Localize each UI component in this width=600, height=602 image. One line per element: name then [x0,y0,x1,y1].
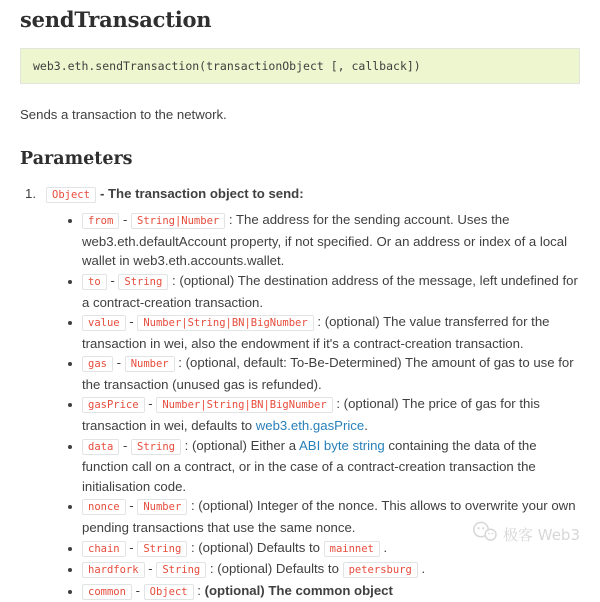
watermark-text: 极客 Web3 [502,525,580,544]
inline-code-chip: Object [144,584,194,600]
inline-code-chip: data [82,439,119,455]
param-text: containing the data of the function call on a contract, or in the case of a contract-creation transaction the initialisation code. [82,437,537,494]
inline-code-chip: Object [46,187,96,203]
param-text: - [144,396,157,412]
param-item [82,559,580,581]
param-text: : (optional) The destination address of the message, left undefined for a contract-creation transaction. [82,272,578,310]
code-block [20,48,580,84]
param-item [82,394,580,435]
param-text: : [193,582,205,598]
param-text: : (optional) Either a [180,437,299,453]
param-item [82,581,580,602]
param-text: : (optional) Defaults to [206,561,343,577]
param-text: - [112,355,125,371]
inline-code-chip: Number [137,499,187,515]
inline-code-chip: String [131,439,181,455]
inline-code-chip: String [156,562,206,578]
param-text: : (optional) The price of gas for this transaction in wei, defaults to [82,396,540,434]
inline-code-chip: Number|String|BN|BigNumber [156,397,332,413]
param-object-label: - The transaction object to send: [99,186,304,202]
inline-code-chip: gas [82,356,113,372]
inline-code-chip: petersburg [343,562,418,578]
param-text: : (optional) Integer of the nonce. This allows to overwrite your own pending transactions that use the same nonce. [82,498,576,536]
param-text: - [125,498,138,514]
param-text: . [417,561,426,577]
param-text: - [119,437,132,453]
inline-code-chip: mainnet [324,541,380,557]
param-item [82,312,580,353]
inline-code-chip: String|Number [131,213,225,229]
param-text: (optional) The common object [204,582,393,598]
param-text: - [119,212,132,228]
inline-code-chip: to [82,274,107,290]
inline-code-chip: Number [125,356,175,372]
param-text: - [144,561,157,577]
doc-link[interactable]: web3.eth.gasPrice [255,418,365,434]
param-item [82,353,580,394]
param-item [82,496,580,537]
doc-link[interactable]: ABI byte string [299,437,385,453]
code-text: web3.eth.sendTransaction(transactionObject [, callback]) [33,59,421,73]
param-text: . [364,418,368,434]
inline-code-chip: Number|String|BN|BigNumber [137,315,313,331]
list-number: 1. [25,186,36,202]
inline-code-chip: from [82,213,119,229]
inline-code-chip: nonce [82,499,126,515]
intro-text: Sends a transaction to the network. [20,107,227,122]
param-text: : The address for the sending account. Uses the web3.eth.defaultAccount property, if not specified. Or an address or index of a local wallet in web3.eth.accounts.wallet. [82,212,568,269]
inline-code-chip: chain [82,541,126,557]
param-text: . [379,539,388,555]
param-text: : (optional) The value transferred for the transaction in wei, also the endowment if it's a contract-creation transaction. [82,314,550,351]
param-item [82,210,580,271]
param-item [82,271,580,312]
param-text: - [125,539,138,555]
param-text: - [106,272,119,288]
page-title: sendTransaction [20,7,212,32]
param-text: : (optional) Defaults to [187,539,324,555]
param-text: : (optional, default: To-Be-Determined) The amount of gas to use for the transaction (unused gas is refunded). [82,355,574,392]
inline-code-chip: value [82,315,126,331]
inline-code-chip: gasPrice [82,397,145,413]
param-text: - [131,582,144,598]
param-text: - [125,314,138,330]
param-object-item [20,186,580,201]
param-bullet-list [20,210,580,602]
inline-code-chip: String [118,274,168,290]
inline-code-chip: hardfork [82,562,145,578]
inline-code-chip: common [82,584,132,600]
parameters-heading: Parameters [20,149,133,170]
inline-code-chip: String [137,541,187,557]
param-item [82,538,580,560]
param-item [82,436,580,497]
